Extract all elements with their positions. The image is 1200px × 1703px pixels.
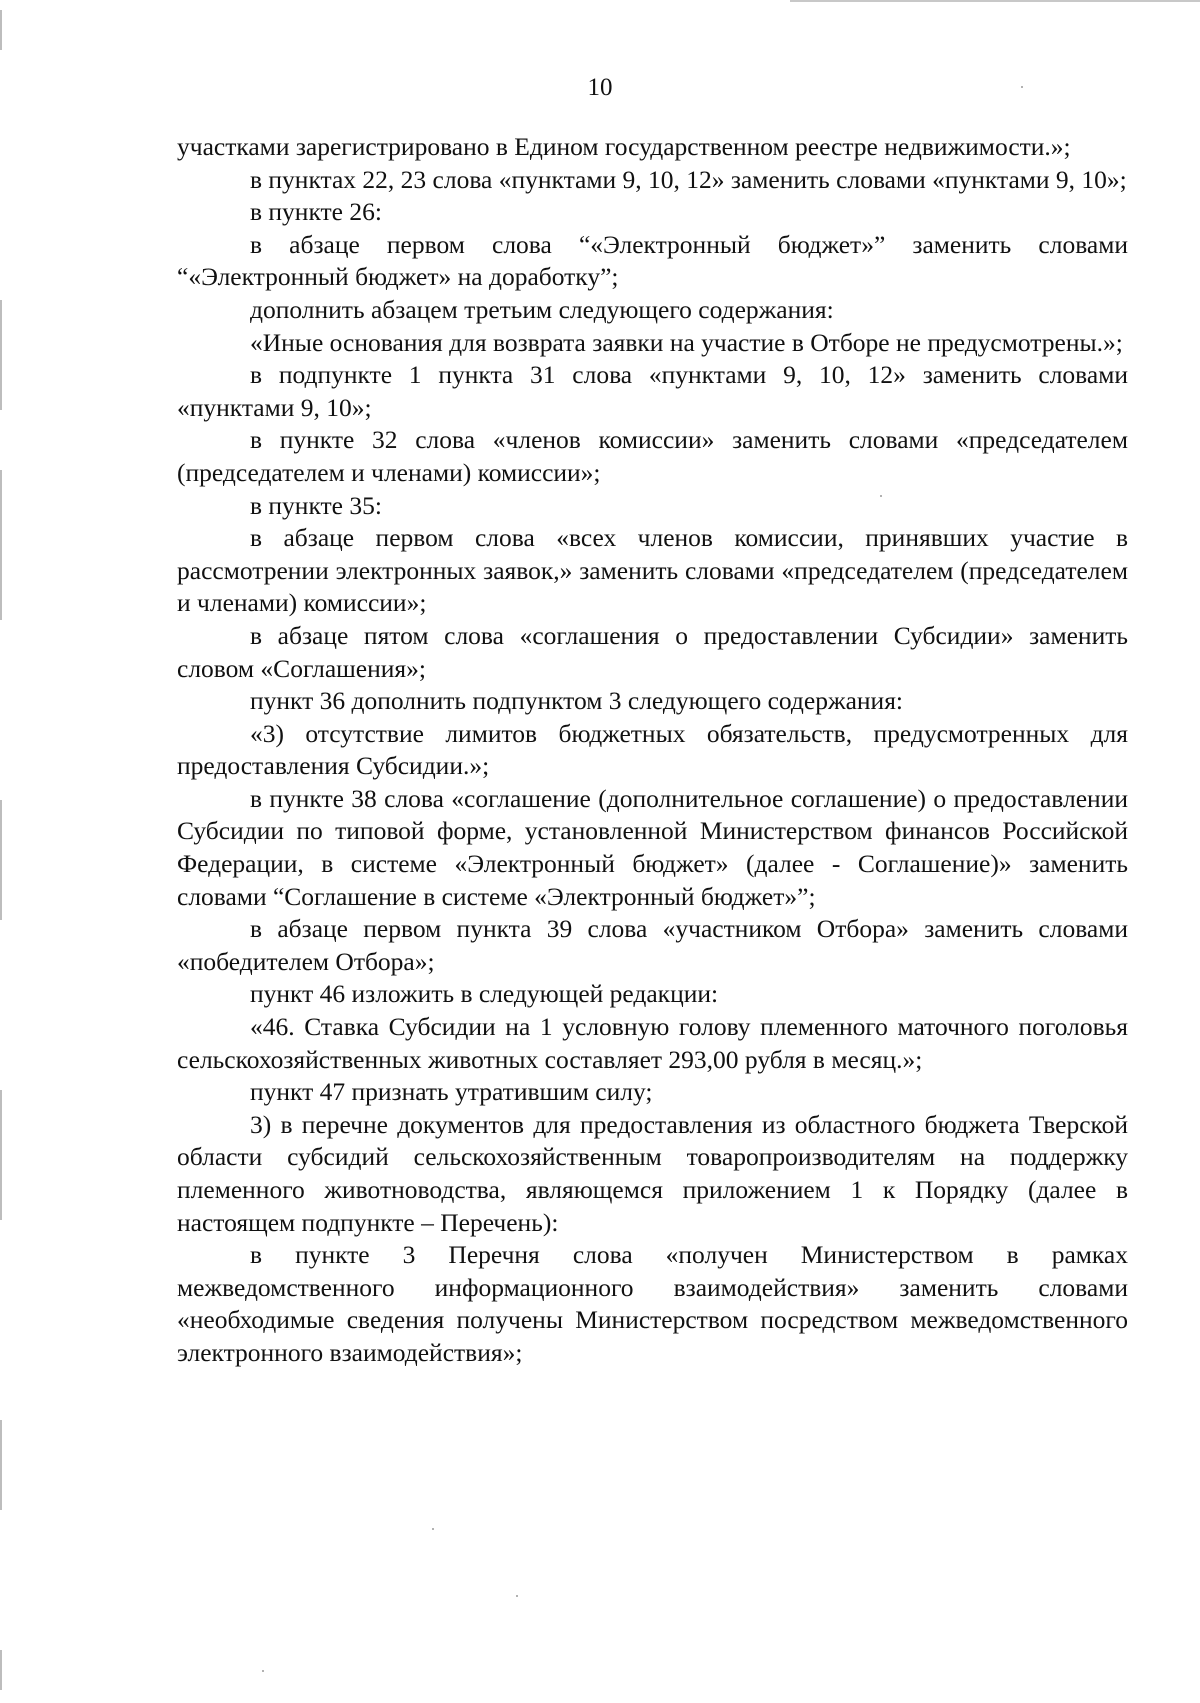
paragraph: «46. Ставка Субсидии на 1 условную голову племенного маточного поголовья сельскохозяйственных животных составляет 293,00 рубля в месяц.»; [177, 1012, 1128, 1074]
paragraph: в абзаце первом слова “«Электронный бюджет»” заменить словами “«Электронный бюджет» на доработку”; [177, 229, 1128, 292]
paragraph: в абзаце пятом слова «соглашения о предоставлении Субсидии» заменить словом «Соглашения»; [177, 620, 1128, 683]
paragraph: в абзаце первом слова «всех членов комиссии, принявших участие в рассмотрении электронных заявок,» заменить словами «председателем (председателем и членами) комиссии»; [177, 523, 1128, 618]
scan-speck [262, 1670, 264, 1672]
paragraph: в пунктах 22, 23 слова «пунктами 9, 10, 12» заменить словами «пунктами 9, 10»; [250, 164, 1127, 194]
paragraph: пункт 47 признать утратившим силу; [250, 1077, 653, 1107]
scan-speck [432, 1528, 434, 1530]
paragraph: в абзаце первом пункта 39 слова «участником Отбора» заменить словами «победителем Отбора»; [177, 914, 1128, 976]
page-number: 10 [587, 74, 613, 101]
scan-left-edge-mark [0, 800, 2, 920]
document-body [177, 131, 1128, 1370]
scan-left-edge-mark [0, 1650, 2, 1690]
paragraph: в пункте 38 слова «соглашение (дополнительное соглашение) о предоставлении Субсидии по типовой форме, установленной Министерством финансов Российской Федерации, в системе «Электронный бюджет» (далее - Соглашение)» заменить словами “Соглашение в системе «Электронный бюджет»”; [177, 783, 1128, 911]
paragraph: участками зарегистрировано в Едином государственном реестре недвижимости.»; [177, 132, 1071, 161]
scan-left-edge-mark [0, 300, 2, 410]
paragraph: в пункте 32 слова «членов комиссии» заменить словами «председателем (председателем и членами) комиссии»; [177, 425, 1128, 487]
scan-left-edge-mark [0, 470, 2, 620]
scan-left-edge-mark [0, 1420, 2, 1510]
paragraph: «3) отсутствие лимитов бюджетных обязательств, предусмотренных для предоставления Субсидии.»; [177, 718, 1128, 781]
scan-left-edge-mark [0, 1090, 2, 1220]
paragraph: в пункте 26: [250, 197, 382, 227]
paragraph: дополнить абзацем третьим следующего содержания: [250, 294, 834, 324]
paragraph: «Иные основания для возврата заявки на участие в Отборе не предусмотрены.»; [250, 327, 1123, 357]
scan-left-edge-mark [0, 10, 2, 50]
paragraph: 3) в перечне документов для предоставления из областного бюджета Тверской области субсидий сельскохозяйственным товаропроизводителям на поддержку племенного животноводства, являющемся приложением 1 к Порядку (далее в настоящем подпункте – Перечень): [177, 1109, 1128, 1237]
paragraph: пункт 46 изложить в следующей редакции: [250, 979, 719, 1009]
paragraph: в подпункте 1 пункта 31 слова «пунктами 9, 10, 12» заменить словами «пунктами 9, 10»; [177, 360, 1128, 422]
scan-speck [516, 1595, 518, 1597]
paragraph: пункт 36 дополнить подпунктом 3 следующего содержания: [250, 686, 904, 716]
paragraph: в пункте 3 Перечня слова «получен Министерством в рамках межведомственного информационного взаимодействия» заменить словами «необходимые сведения получены Министерством посредством межведомственного электронного взаимодействия»; [177, 1240, 1128, 1367]
scan-top-edge-line [790, 0, 1200, 2]
paragraph: в пункте 35: [250, 490, 382, 520]
